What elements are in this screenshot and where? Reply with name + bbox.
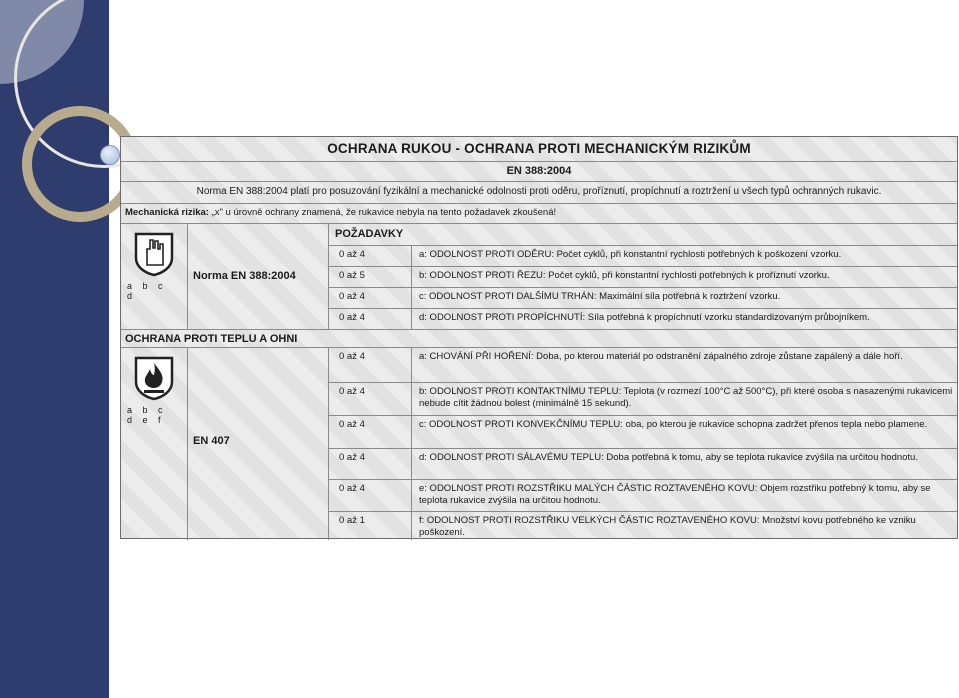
row-divider (328, 448, 957, 449)
flame-shield-icon (133, 355, 175, 401)
column-divider (411, 287, 412, 308)
requirement-description: d: ODOLNOST PROTI SÁLAVÉMU TEPLU: Doba potřebná k tomu, aby se teplota rukavice zvýšila na určitou hodnotu. (419, 452, 918, 463)
protection-level: 0 až 4 (339, 249, 365, 260)
row-divider (328, 245, 957, 246)
divider (187, 223, 188, 329)
requirement-description: a: ODOLNOST PROTI ODĚRU: Počet cyklů, při konstantní rychlosti potřebných k poškození vzorku. (419, 249, 842, 260)
column-divider (411, 308, 412, 329)
mechanical-hazard-pictogram (127, 231, 181, 301)
row-divider (328, 287, 957, 288)
protection-level: 0 až 4 (339, 419, 365, 430)
column-divider (411, 415, 412, 448)
heat-hazard-pictogram (127, 355, 181, 425)
mechanical-risk-label: Mechanická rizika: (125, 207, 209, 218)
doc-subtitle: EN 388:2004 (506, 165, 572, 177)
protection-level: 0 až 4 (339, 312, 365, 323)
bullet-dot-icon (100, 145, 120, 165)
heat-letters: a b c d e f (127, 405, 167, 425)
requirement-description: f: ODOLNOST PROTI ROZSTŘIKU VELKÝCH ČÁSTIC ROZTAVENÉHO KOVU: Množství kovu potřebného ke vzniku poškození. (419, 515, 916, 538)
requirement-description: b: ODOLNOST PROTI KONTAKTNÍMU TEPLU: Teplota (v rozmezí 100°C až 500°C), při které osoba s nasazenými rukavicemi nebude cítit žádnou bolest (minimálně 15 sekund). (419, 386, 953, 409)
column-divider (411, 511, 412, 540)
doc-title: OCHRANA RUKOU - OCHRANA PROTI MECHANICKÝM RIZIKŮM (327, 141, 751, 156)
mechanical-norm-label: Norma EN 388:2004 (193, 270, 296, 282)
requirement-description: d: ODOLNOST PROTI PROPÍCHNUTÍ: Síla potřebná k propíchnutí vzorku standardizovaným průbojníkem. (419, 312, 870, 323)
protection-level: 0 až 1 (339, 515, 365, 526)
requirements-heading: POŽADAVKY (335, 228, 404, 240)
requirement-description: e: ODOLNOST PROTI ROZSTŘIKU MALÝCH ČÁSTIC ROZTAVENÉHO KOVU: Objem rozstřiku potřebný k tomu, aby se teplota rukavice zvýšila na určitou hodnotu. (419, 483, 931, 506)
row-divider (328, 511, 957, 512)
mechanical-risk-note (121, 203, 957, 223)
column-divider (411, 266, 412, 287)
row-divider (328, 347, 957, 348)
glove-protection-table-image (120, 136, 958, 539)
column-divider (411, 347, 412, 382)
protection-level: 0 až 4 (339, 291, 365, 302)
row-divider (328, 382, 957, 383)
glove-shield-icon (133, 231, 175, 277)
heat-norm-label: EN 407 (193, 435, 230, 447)
requirement-description: c: ODOLNOST PROTI DALŠÍMU TRHÁN: Maximální síla potřebná k roztržení vzorku. (419, 291, 781, 302)
heat-section-heading: OCHRANA PROTI TEPLU A OHNI (125, 333, 298, 345)
protection-level: 0 až 5 (339, 270, 365, 281)
column-divider (411, 479, 412, 511)
requirement-description: c: ODOLNOST PROTI KONVEKČNÍMU TEPLU: oba, po kterou je rukavice schopna zadržet přenos tepla nebo plamene. (419, 419, 928, 430)
column-divider (411, 245, 412, 266)
divider (121, 223, 957, 224)
protection-level: 0 až 4 (339, 386, 365, 397)
requirement-description: b: ODOLNOST PROTI ŘEZU: Počet cyklů, při konstantní rychlosti potřebných k proříznutí vzorku. (419, 270, 830, 281)
row-divider (328, 308, 957, 309)
requirement-description: a: CHOVÁNÍ PŘI HOŘENÍ: Doba, po kterou materiál po odstranění zápalného zdroje zůstane zapálený a dále hoří. (419, 351, 903, 362)
row-divider (328, 266, 957, 267)
slide-decoration (0, 0, 140, 240)
row-divider (328, 415, 957, 416)
mechanical-risk-text: „x" u úrovně ochrany znamená, že rukavice nebyla na tento požadavek zkoušená! (211, 207, 557, 218)
row-divider (328, 479, 957, 480)
divider (121, 329, 957, 330)
protection-level: 0 až 4 (339, 351, 365, 362)
column-divider (411, 448, 412, 479)
mechanical-letters: a b c d (127, 281, 167, 301)
doc-intro: Norma EN 388:2004 platí pro posuzování fyzikální a mechanické odolnosti proti oděru, proříznutí, propíchnutí a roztržení u všech typů ochranných rukavic. (196, 186, 882, 197)
protection-level: 0 až 4 (339, 483, 365, 494)
protection-level: 0 až 4 (339, 452, 365, 463)
divider (328, 223, 329, 329)
divider (187, 347, 188, 540)
column-divider (411, 382, 412, 415)
